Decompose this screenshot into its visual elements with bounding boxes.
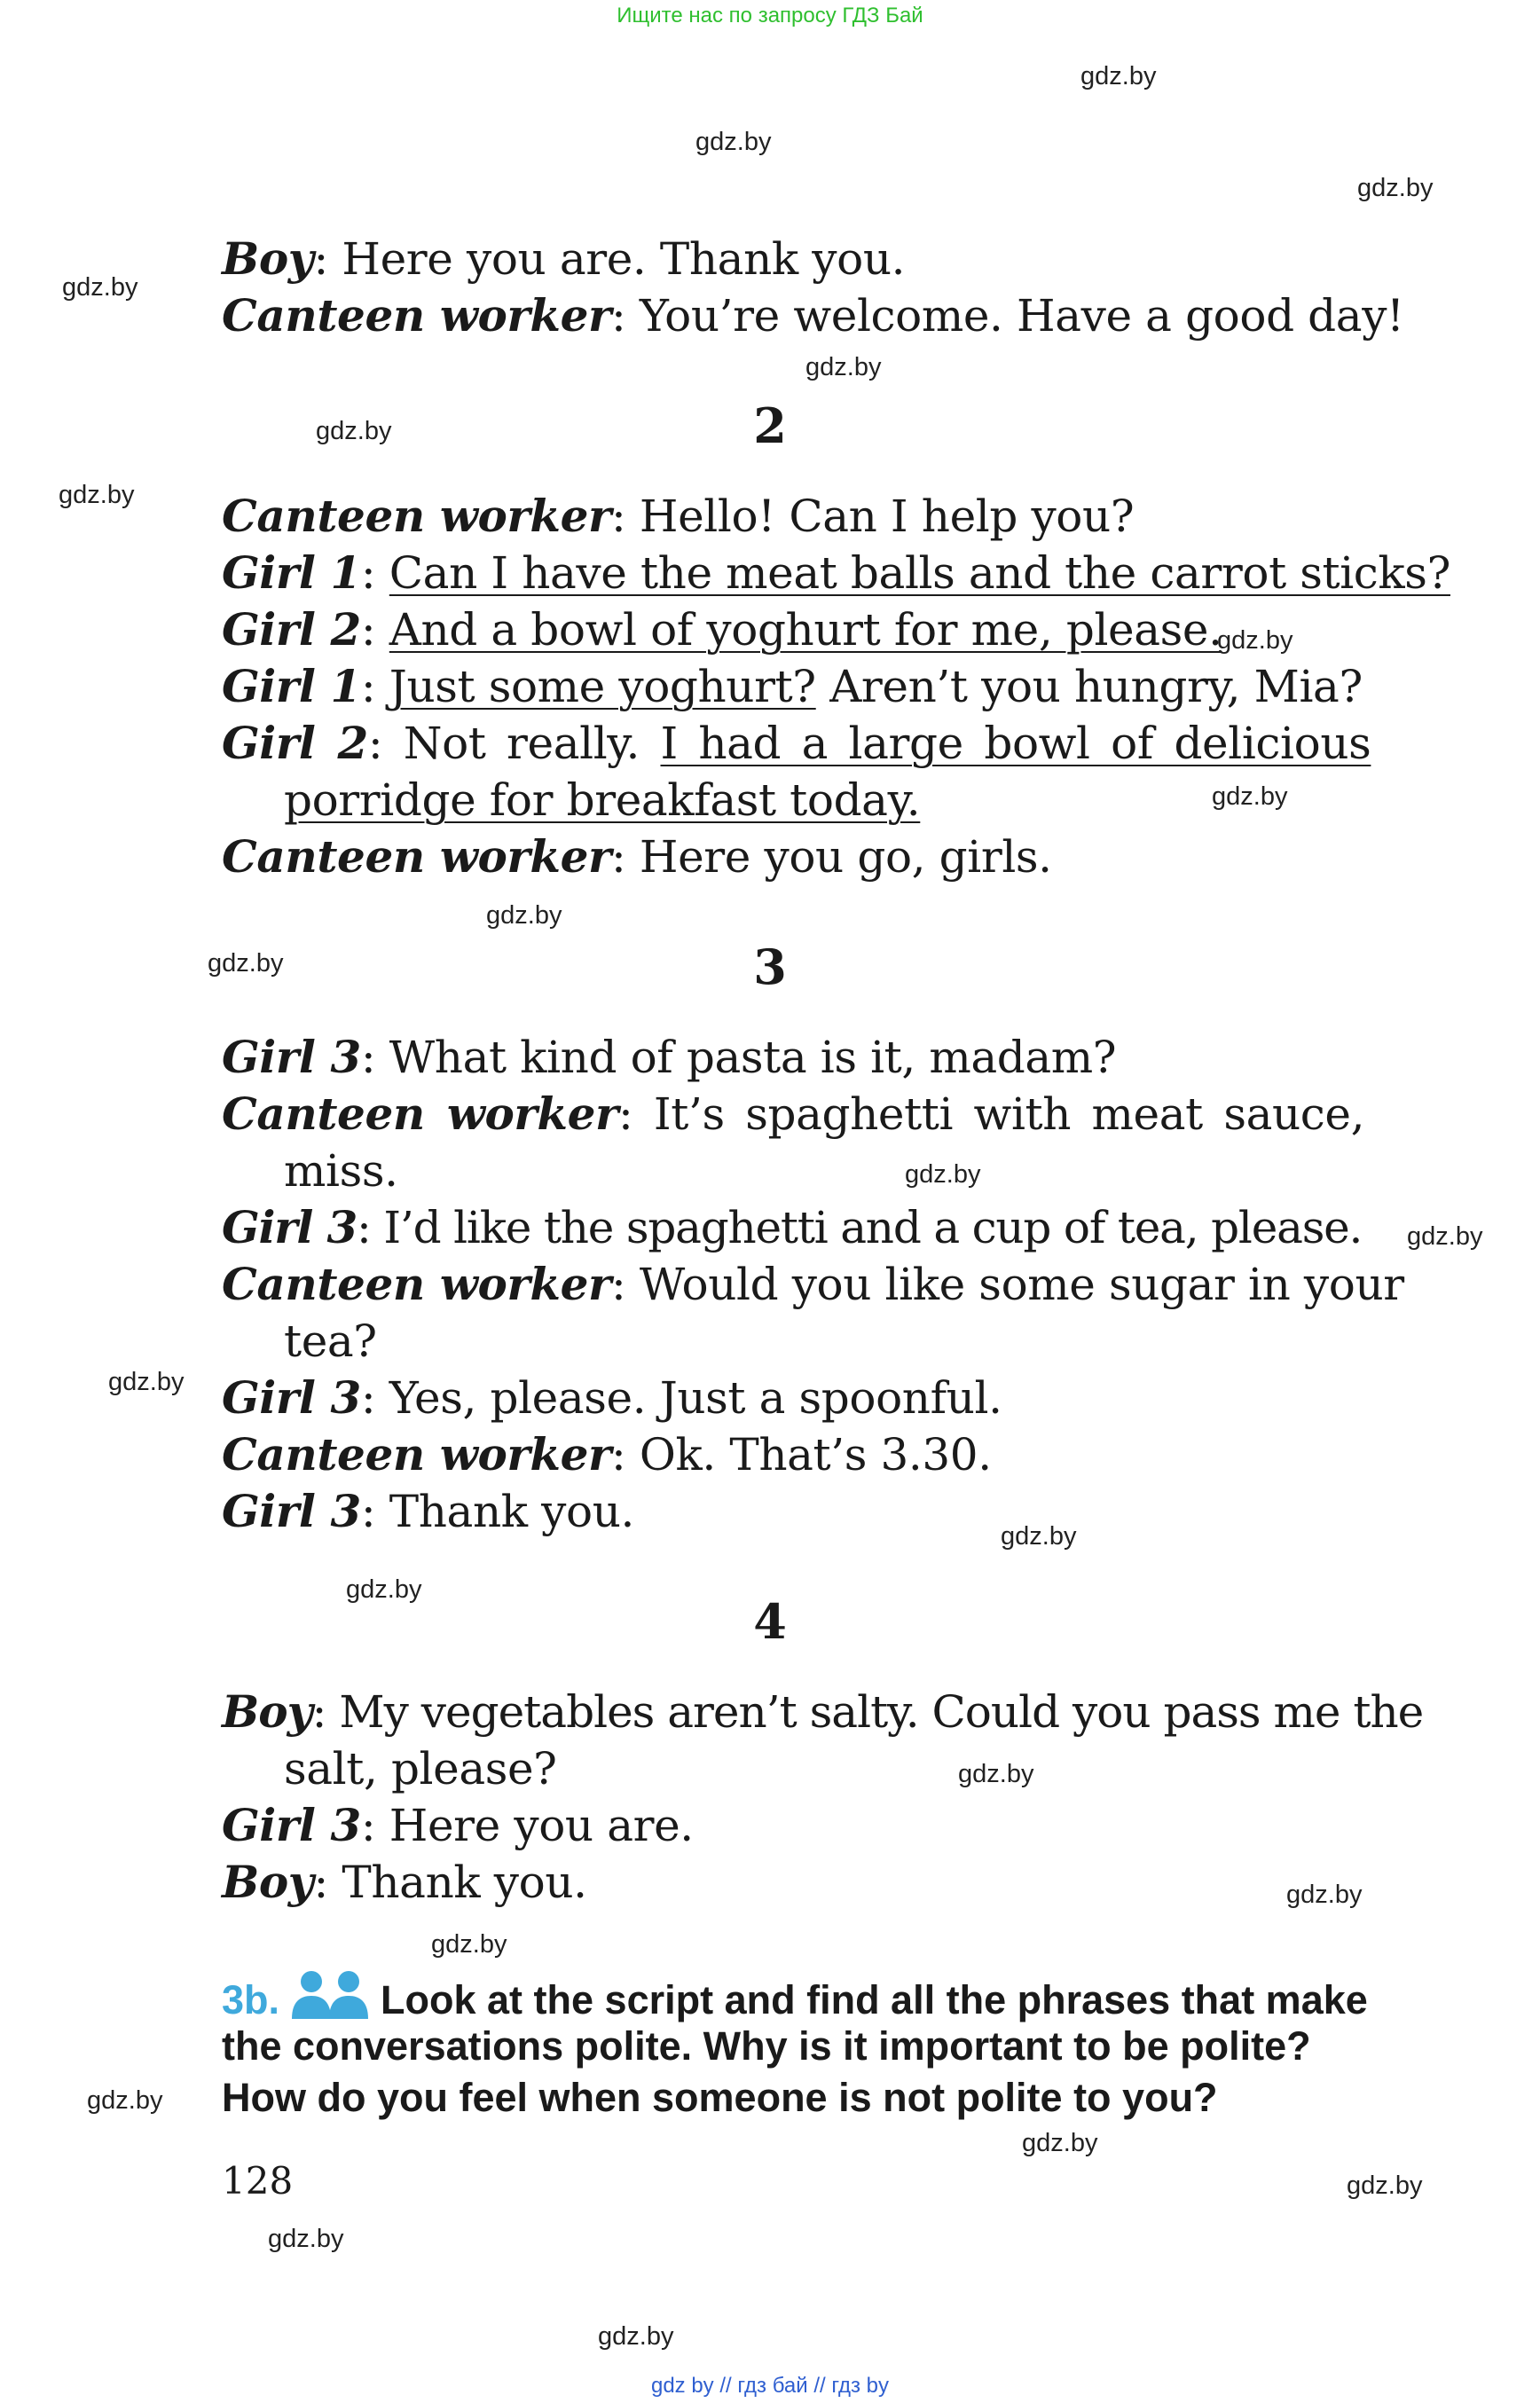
- watermark: gdz.by: [695, 128, 772, 156]
- speaker: Canteen worker: [222, 830, 611, 883]
- watermark: gdz.by: [958, 1760, 1034, 1788]
- underlined-phrase: I had a large bowl of delicious: [660, 718, 1371, 769]
- line-text: salt, please?: [284, 1743, 557, 1794]
- task-text: the conversations polite. Why is it important to be polite?: [222, 2023, 1311, 2069]
- watermark: gdz.by: [1407, 1222, 1483, 1251]
- watermark: gdz.by: [1357, 174, 1434, 202]
- dialogue-line: [222, 828, 1052, 885]
- dialogue-line: [222, 545, 1450, 601]
- dialogue-line: [222, 1483, 634, 1540]
- watermark: gdz.by: [486, 901, 562, 930]
- speaker: Girl 1: [222, 660, 361, 712]
- line-text: : Here you are. Thank you.: [313, 233, 906, 285]
- speaker: Girl 3: [222, 1485, 361, 1537]
- dialogue-line: [222, 231, 905, 287]
- speaker: Girl 3: [222, 1031, 361, 1083]
- task-line: [222, 2021, 1464, 2072]
- speaker: Girl 3: [222, 1799, 361, 1851]
- line-text: : It’s spaghetti with meat sauce,: [617, 1088, 1365, 1140]
- underlined-phrase: And a bowl of yoghurt for me, please.: [389, 604, 1222, 656]
- line-text: miss.: [284, 1145, 398, 1197]
- section-number: 2: [753, 397, 787, 454]
- watermark: gdz.by: [62, 273, 138, 302]
- section-number: 3: [753, 938, 787, 995]
- watermark: gdz.by: [87, 2086, 163, 2115]
- watermark: gdz.by: [268, 2225, 344, 2253]
- task-text: Look at the script and find all the phrases that make: [381, 1977, 1368, 2022]
- watermark: gdz.by: [1347, 2171, 1423, 2200]
- speaker: Canteen worker: [222, 289, 611, 342]
- line-text: : My vegetables aren’t salty. Could you pass me the: [311, 1686, 1424, 1738]
- line-text: : Hello! Can I help you?: [610, 491, 1135, 542]
- top-note[interactable]: Ищите нас по запросу ГДЗ Бай: [617, 4, 923, 27]
- line-text: :: [360, 661, 389, 712]
- line-text: Aren’t you hungry, Mia?: [815, 661, 1363, 712]
- line-text: : Here you go, girls.: [610, 831, 1052, 883]
- task-line: [222, 2072, 1464, 2124]
- line-text: : Thank you.: [360, 1486, 634, 1537]
- dialogue-line: [222, 1854, 587, 1911]
- task-line: [222, 1969, 1464, 2026]
- dialogue-line: [222, 1426, 992, 1483]
- dialogue-line: [222, 1684, 1423, 1740]
- dialogue-line-continuation: [284, 1313, 377, 1370]
- dialogue-line: [222, 601, 1222, 658]
- line-text: : You’re welcome. Have a good day!: [610, 290, 1404, 342]
- speaker: Girl 1: [222, 546, 361, 599]
- line-text: : What kind of pasta is it, madam?: [360, 1032, 1117, 1083]
- dialogue-line: [222, 1797, 694, 1854]
- line-text: : I’d like the spaghetti and a cup of tea, please.: [357, 1202, 1363, 1253]
- speaker: Girl 3: [222, 1371, 361, 1424]
- line-text: : Thank you.: [313, 1857, 587, 1908]
- speaker: Boy: [222, 1685, 312, 1738]
- watermark: gdz.by: [598, 2322, 674, 2351]
- task-text: How do you feel when someone is not polite to you?: [222, 2075, 1218, 2120]
- watermark: gdz.by: [1001, 1522, 1077, 1551]
- line-text: : Yes, please. Just a spoonful.: [360, 1372, 1002, 1424]
- dialogue-line: [222, 1199, 1362, 1256]
- page-number: 128: [222, 2159, 294, 2203]
- dialogue-line: [222, 488, 1134, 545]
- footer-links[interactable]: gdz by // гдз бай // гдз by: [650, 2374, 890, 2398]
- section-number: 4: [753, 1593, 787, 1650]
- dialogue-line-continuation: [284, 772, 920, 828]
- speaker: Canteen worker: [222, 1258, 611, 1310]
- watermark: gdz.by: [59, 481, 135, 509]
- watermark: gdz.by: [1080, 62, 1157, 90]
- pair-work-icon: [288, 1969, 373, 2021]
- speaker: Girl 3: [222, 1201, 358, 1253]
- underlined-phrase: Just some yoghurt?: [389, 661, 816, 712]
- watermark: gdz.by: [1212, 782, 1288, 811]
- task-number: 3b.: [222, 1977, 280, 2022]
- dialogue-line-continuation: [284, 1740, 557, 1797]
- watermark: gdz.by: [905, 1160, 981, 1189]
- watermark: gdz.by: [805, 353, 882, 381]
- dialogue-line: [222, 715, 1371, 772]
- line-text: : Ok. That’s 3.30.: [610, 1429, 992, 1480]
- dialogue-line: [222, 658, 1363, 715]
- line-text: : Not really.: [367, 718, 661, 769]
- watermark: gdz.by: [1286, 1881, 1363, 1909]
- speaker: Girl 2: [222, 603, 361, 656]
- underlined-phrase: porridge for breakfast today.: [284, 774, 921, 826]
- line-text: : Would you like some sugar in your: [610, 1259, 1404, 1310]
- dialogue-line: [222, 1370, 1002, 1426]
- line-text: tea?: [284, 1315, 377, 1367]
- speaker: Girl 2: [222, 717, 368, 769]
- watermark: gdz.by: [316, 417, 392, 445]
- underlined-phrase: Can I have the meat balls and the carrot sticks?: [389, 547, 1450, 599]
- speaker: Canteen worker: [222, 1428, 611, 1480]
- dialogue-line: [222, 1086, 1364, 1143]
- watermark: gdz.by: [108, 1368, 185, 1396]
- watermark: gdz.by: [346, 1575, 422, 1604]
- watermark: gdz.by: [1217, 626, 1293, 655]
- line-text: :: [360, 547, 389, 599]
- dialogue-line-continuation: [284, 1143, 398, 1199]
- speaker: Canteen worker: [222, 490, 611, 542]
- speaker: Canteen worker: [222, 1088, 618, 1140]
- dialogue-line: [222, 1256, 1404, 1313]
- speaker: Boy: [222, 1856, 314, 1908]
- watermark: gdz.by: [208, 949, 284, 978]
- watermark: gdz.by: [1022, 2129, 1098, 2157]
- line-text: :: [360, 604, 389, 656]
- watermark: gdz.by: [431, 1930, 507, 1959]
- line-text: : Here you are.: [360, 1800, 694, 1851]
- dialogue-line: [222, 1029, 1116, 1086]
- speaker: Boy: [222, 232, 314, 285]
- dialogue-line: [222, 287, 1404, 344]
